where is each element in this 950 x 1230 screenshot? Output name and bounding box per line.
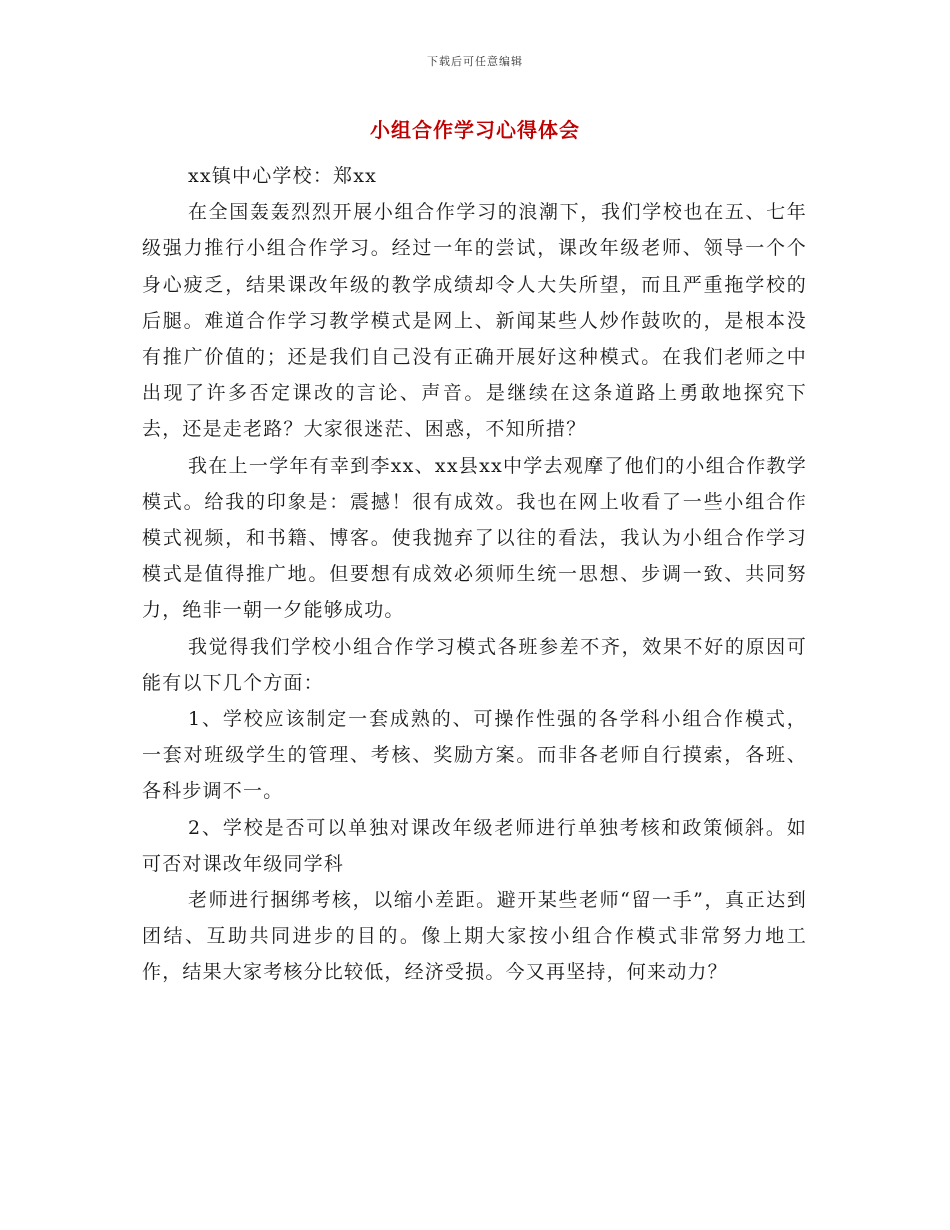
paragraph: 在全国轰轰烈烈开展小组合作学习的浪潮下，我们学校也在五、七年级强力推行小组合作学习。经过一年的尝试，课改年级老师、领导一个个身心疲乏，结果课改年级的教学成绩却令人大失所望，而且严重拖学校的后腿。难道合作学习教学模式是网上、新闻某些人炒作鼓吹的，是根本没有推广价值的；还是我们自己没有正确开展好这种模式。在我们老师之中出现了许多否定课改的言论、声音。是继续在这条道路上勇敢地探究下去，还是走老路？大家很迷茫、困惑，不知所措？ bbox=[142, 201, 807, 441]
author-line: xx镇中心学校：郑xx bbox=[188, 165, 378, 187]
paragraph: 我觉得我们学校小组合作学习模式各班参差不齐，效果不好的原因可能有以下几个方面： bbox=[142, 635, 807, 694]
paragraph: 1、学校应该制定一套成熟的、可操作性强的各学科小组合作模式，一套对班级学生的管理、考核、奖励方案。而非各老师自行摸索，各班、各科步调不一。 bbox=[142, 708, 807, 803]
paragraph: 我在上一学年有幸到李xx、xx县xx中学去观摩了他们的小组合作教学模式。给我的印象是：震撼！很有成效。我也在网上收看了一些小组合作模式视频，和书籍、博客。使我抛弃了以往的看法，我认为小组合作学习模式是值得推广地。但要想有成效必须师生统一思想、步调一致、共同努力，绝非一朝一夕能够成功。 bbox=[142, 454, 807, 622]
paragraph: 老师进行捆绑考核，以缩小差距。避开某些老师“留一手”，真正达到团结、互助共同进步的目的。像上期大家按小组合作模式非常努力地工作，结果大家考核分比较低，经济受损。今又再坚持，何来动力？ bbox=[142, 889, 807, 984]
paragraph: 2、学校是否可以单独对课改年级老师进行单独考核和政策倾斜。如可否对课改年级同学科 bbox=[142, 816, 807, 875]
document-title: 小组合作学习心得体会 bbox=[370, 118, 580, 142]
document-body bbox=[142, 158, 807, 991]
header-note: 下载后可任意编辑 bbox=[427, 55, 523, 68]
